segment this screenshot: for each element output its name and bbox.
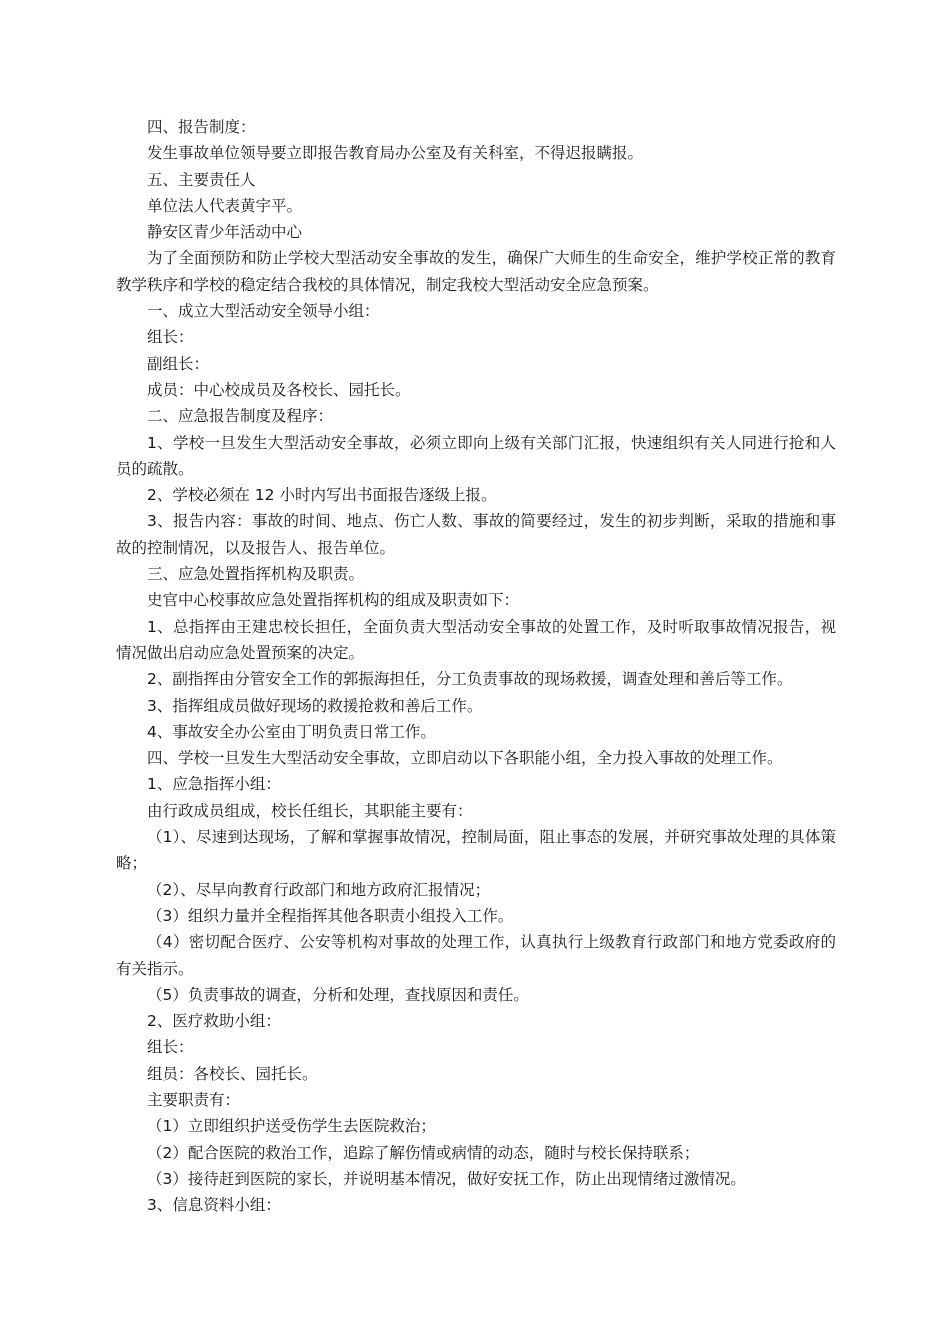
paragraph: 4、事故安全办公室由丁明负责日常工作。 — [147, 722, 436, 741]
paragraph: 3、信息资料小组： — [147, 1196, 281, 1215]
paragraph: （2）、尽早向教育行政部门和地方政府汇报情况； — [147, 880, 491, 899]
paragraph: 组长： — [147, 1038, 194, 1057]
paragraph: 1、总指挥由王建忠校长担任，全面负责大型活动安全事故的处置工作，及时听取事故情况报告，视情况做出启动应急处置预案的决定。 — [116, 617, 836, 662]
paragraph: 3、指挥组成员做好现场的救援抢救和善后工作。 — [147, 696, 483, 715]
paragraph: （1）、尽速到达现场，了解和掌握事故情况，控制局面，阻止事态的发展，并研究事故处理的具体策略； — [116, 828, 836, 873]
paragraph: 1、应急指挥小组： — [147, 775, 281, 794]
paragraph: （1）立即组织护送受伤学生去医院救治； — [147, 1117, 436, 1136]
paragraph: 二、应急报告制度及程序： — [147, 407, 334, 426]
paragraph: 副组长： — [147, 354, 210, 373]
paragraph: 组长： — [147, 328, 194, 347]
paragraph: 成员：中心校成员及各校长、园托长。 — [147, 380, 411, 399]
paragraph: 静安区青少年活动中心 — [147, 223, 303, 242]
paragraph: 四、报告制度： — [147, 118, 256, 136]
paragraph: 2、副指挥由分管安全工作的郭振海担任，分工负责事故的现场救援，调查处理和善后等工作。 — [147, 670, 793, 689]
paragraph: （3）组织力量并全程指挥其他各职责小组投入工作。 — [147, 906, 514, 925]
paragraph: （3）接待赶到医院的家长，并说明基本情况，做好安抚工作，防止出现情绪过激情况。 — [147, 1169, 746, 1188]
paragraph: 四、学校一旦发生大型活动安全事故，立即启动以下各职能小组，全力投入事故的处理工作。 — [147, 749, 783, 768]
paragraph: （5）负责事故的调查，分析和处理，查找原因和责任。 — [147, 985, 529, 1004]
paragraph: 由行政成员组成，校长任组长，其职能主要有： — [147, 801, 473, 820]
paragraph: 1、学校一旦发生大型活动安全事故，必须立即向上级有关部门汇报，快速组织有关人同进行抢和人员的疏散。 — [116, 433, 836, 478]
paragraph: （2）配合医院的救治工作，追踪了解伤情或病情的动态，随时与校长保持联系； — [147, 1143, 700, 1162]
paragraph: （4）密切配合医疗、公安等机构对事故的处理工作，认真执行上级教育行政部门和地方党委政府的有关指示。 — [116, 933, 836, 978]
paragraph: 2、学校必须在 12 小时内写出书面报告逐级上报。 — [147, 486, 497, 505]
paragraph: 为了全面预防和防止学校大型活动安全事故的发生，确保广大师生的生命安全，维护学校正常的教育教学秩序和学校的稳定结合我校的具体情况，制定我校大型活动安全应急预案。 — [116, 249, 836, 294]
paragraph: 五、主要责任人 — [147, 170, 256, 189]
paragraph: 一、成立大型活动安全领导小组： — [147, 302, 380, 321]
paragraph: 发生事故单位领导要立即报告教育局办公室及有关科室，不得迟报瞒报。 — [147, 144, 644, 163]
paragraph: 单位法人代表黄宇平。 — [147, 196, 303, 215]
paragraph: 主要职责有： — [147, 1090, 241, 1109]
paragraph: 三、应急处置指挥机构及职责。 — [147, 565, 365, 584]
paragraph: 2、医疗救助小组： — [147, 1012, 281, 1031]
paragraph: 3、报告内容：事故的时间、地点、伤亡人数、事故的简要经过，发生的初步判断，采取的措施和事故的控制情况，以及报告人、报告单位。 — [116, 512, 836, 557]
document-page — [116, 114, 836, 1218]
paragraph: 史官中心校事故应急处置指挥机构的组成及职责如下： — [147, 591, 520, 610]
paragraph: 组员：各校长、园托长。 — [147, 1064, 318, 1083]
